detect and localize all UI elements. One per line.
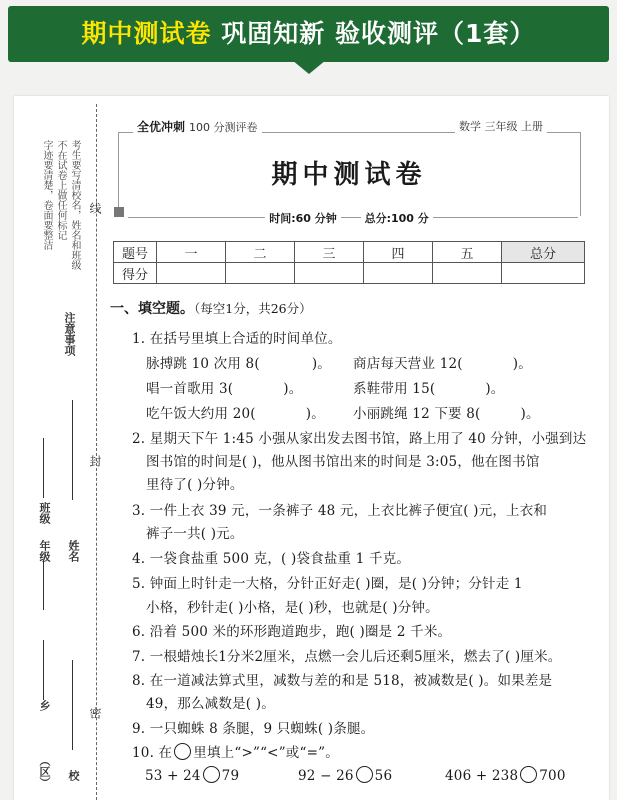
brand-subtitle: 100 分测评卷 xyxy=(189,121,258,134)
question-4: 4. 一袋食盐重 500 克，( )袋食盐重 1 千克。 xyxy=(132,551,411,567)
total-score-cell xyxy=(502,263,585,284)
q1b-end: )。 xyxy=(512,356,532,372)
score-cell xyxy=(157,263,226,284)
district-label: （区） xyxy=(38,755,51,788)
secret-mark: 密 xyxy=(88,707,102,719)
exam-total-score: 总分:100 分 xyxy=(361,212,433,225)
notice-line-2: 不在试卷上做任何标记 xyxy=(55,140,66,240)
section-note: （每空1分，共26分） xyxy=(194,301,312,316)
question-1e xyxy=(146,402,325,422)
question-9: 9. 一只蜘蛛 8 条腿，9 只蜘蛛( )条腿。 xyxy=(132,721,375,737)
question-5-line-2: 小格，秒针走( )小格，是( )秒，也就是( )分钟。 xyxy=(146,600,439,616)
score-cell xyxy=(295,263,364,284)
school-label: 校 xyxy=(67,770,80,781)
q1c-end: )。 xyxy=(283,381,303,397)
notice-line-3: 字迹要清楚，卷面要整洁 xyxy=(41,140,52,250)
question-1f xyxy=(353,402,540,422)
question-2-line-2: 图书馆的时间是( )，他从图书馆出来的时间是 3:05，他在图书馆 xyxy=(146,454,540,470)
top-banner xyxy=(0,0,617,74)
exam-title: 期中测试卷 xyxy=(271,160,427,190)
col-1: 一 xyxy=(157,242,226,263)
compare-item-3 xyxy=(445,766,566,784)
q1d-text: 系鞋带用 15( xyxy=(353,381,436,397)
score-table-header-row xyxy=(114,242,585,263)
question-6: 6. 沿着 500 米的环形跑道跑步，跑( )圈是 2 千米。 xyxy=(132,624,452,640)
banner-slogan-1: 巩固知新 xyxy=(221,19,326,48)
notice-line-1: 考生要写清校名，姓名和班级 xyxy=(69,140,80,270)
answer-circle-1[interactable] xyxy=(203,766,220,783)
score-cell xyxy=(226,263,295,284)
section-number: 一、 xyxy=(110,301,138,317)
school-line xyxy=(72,660,73,750)
q1a-text: 脉搏跳 10 次用 8( xyxy=(146,356,260,372)
question-number-label: 题号 xyxy=(114,242,157,263)
question-1: 1. 在括号里填上合适的时间单位。 xyxy=(132,331,342,347)
exam-meta xyxy=(118,210,580,226)
question-5-line-1: 5. 钟面上时针走一大格，分针正好走( )圈，是( )分钟；分针走 1 xyxy=(132,576,523,592)
q1a-end: )。 xyxy=(311,356,331,372)
compare-1-right: 79 xyxy=(221,768,240,784)
q1e-end: )。 xyxy=(305,406,325,422)
q1c-text: 唱一首歌用 3( xyxy=(146,381,234,397)
col-2: 二 xyxy=(226,242,295,263)
question-10 xyxy=(132,741,339,761)
township-label: 乡 xyxy=(38,700,51,711)
exam-time: 时间:60 分钟 xyxy=(265,212,341,225)
township-line xyxy=(43,640,44,700)
q10-suffix: 里填上“>”“<”或“=”。 xyxy=(193,745,339,761)
question-2-line-1: 2. 星期天下午 1:45 小强从家出发去图书馆，路上用了 40 分钟，小强到达 xyxy=(132,431,587,447)
grade-label: 年级 xyxy=(38,540,51,562)
score-table xyxy=(113,241,585,284)
question-1d xyxy=(353,377,505,397)
answer-circle-3[interactable] xyxy=(520,766,537,783)
grade-line xyxy=(43,560,44,610)
class-line xyxy=(43,438,44,498)
name-line xyxy=(72,400,73,500)
brand-name: 全优冲刺 xyxy=(137,120,186,134)
name-label: 姓名 xyxy=(67,540,80,562)
total-label: 总分 xyxy=(502,242,585,263)
exam-paper xyxy=(14,96,609,800)
grade-info: 数学 三年级 上册 xyxy=(455,118,547,134)
compare-3-left: 406 + 238 xyxy=(445,768,519,784)
banner-arrow xyxy=(292,60,326,74)
question-3-line-1: 3. 一件上衣 39 元，一条裤子 48 元，上衣比裤子便宜( )元，上衣和 xyxy=(132,503,548,519)
q1e-text: 吃午饭大约用 20( xyxy=(146,406,256,422)
compare-item-2 xyxy=(298,766,392,784)
compare-1-left: 53 + 24 xyxy=(145,768,201,784)
question-8-line-2: 49，那么减数是( )。 xyxy=(146,696,275,712)
seal-mark: 封 xyxy=(88,455,102,467)
score-cell xyxy=(364,263,433,284)
question-1b xyxy=(353,352,532,372)
col-3: 三 xyxy=(295,242,364,263)
col-5: 五 xyxy=(433,242,502,263)
answer-circle-2[interactable] xyxy=(356,766,373,783)
q1f-text: 小丽跳绳 12 下要 8( xyxy=(353,406,481,422)
question-1c xyxy=(146,377,302,397)
q1d-end: )。 xyxy=(485,381,505,397)
question-3-line-2: 裤子一共( )元。 xyxy=(146,526,244,542)
q1f-end: )。 xyxy=(520,406,540,422)
score-cell xyxy=(433,263,502,284)
compare-2-right: 56 xyxy=(374,768,393,784)
col-4: 四 xyxy=(364,242,433,263)
score-label: 得分 xyxy=(114,263,157,284)
notice-title: 注意事项 xyxy=(63,312,76,356)
question-7: 7. 一根蜡烛长1分米2厘米，点燃一会儿后还剩5厘米，燃去了( )厘米。 xyxy=(132,649,562,665)
banner-set-count: （1套） xyxy=(439,19,536,48)
q1b-text: 商店每天营业 12( xyxy=(353,356,463,372)
section-title: 填空题。 xyxy=(138,301,194,317)
q10-prefix: 10. 在 xyxy=(132,745,173,761)
compare-item-1 xyxy=(145,766,239,784)
section-heading xyxy=(110,298,312,318)
line-mark: 线 xyxy=(88,202,102,214)
question-2-line-3: 里待了( )分钟。 xyxy=(146,477,244,493)
banner-slogan-2: 验收测评 xyxy=(335,19,440,48)
banner-text xyxy=(8,6,609,62)
compare-2-left: 92 − 26 xyxy=(298,768,354,784)
question-1a xyxy=(146,352,331,372)
question-8-line-1: 8. 在一道减法算式里，减数与差的和是 518，被减数是( )。如果差是 xyxy=(132,673,553,689)
class-label: 班级 xyxy=(38,502,51,524)
compare-3-right: 700 xyxy=(539,768,566,784)
brand xyxy=(133,118,262,135)
compare-circle-icon xyxy=(174,743,191,760)
header-frame-right xyxy=(580,132,581,216)
banner-title: 期中测试卷 xyxy=(81,19,212,48)
score-table-score-row xyxy=(114,263,585,284)
